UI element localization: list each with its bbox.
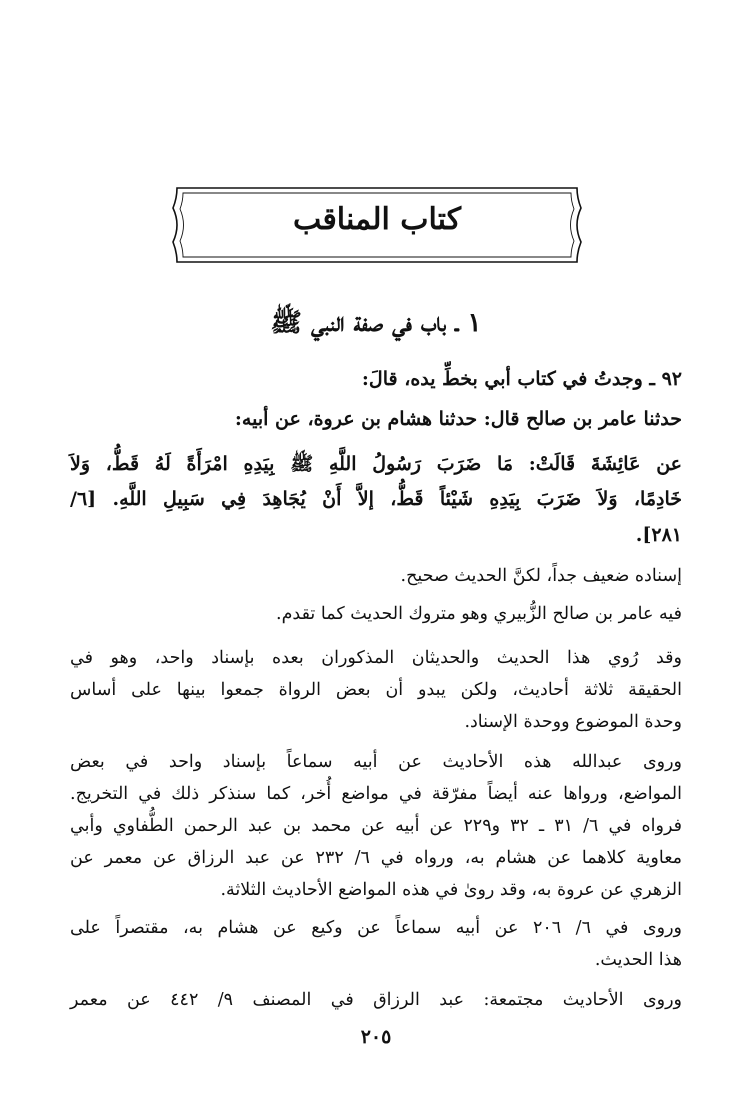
chapter-title: ١ ـ باب في صفة النبي ﷺ	[270, 308, 482, 338]
paragraph-3-line: هذا الحديث.	[594, 950, 682, 970]
book-title-frame	[163, 184, 591, 266]
book-title: كتاب المناقب	[293, 202, 461, 237]
hadith-line-1: ٩٢ ـ وجدتُ في كتاب أبي بخطِّ يده، قالَ:	[361, 368, 682, 390]
paragraph-1-line: وقد رُوي هذا الحديث والحديثان المذكوران بعده بإسناد واحد، وهو في	[70, 648, 682, 668]
narrator-note: فيه عامر بن صالح الزُّبيري وهو متروك الحديث كما تقدم.	[276, 604, 682, 624]
grading-line: إسناده ضعيف جداً، لكنَّ الحديث صحيح.	[400, 566, 682, 586]
paragraph-1-line: الحقيقة ثلاثة أحاديث، ولكن يبدو أن بعض الرواة جمعوا بينها على أساس	[70, 680, 682, 700]
paragraph-4-line: وروى الأحاديث مجتمعة: عبد الرزاق في المصنف ٩/ ٤٤٢ عن معمر	[70, 990, 682, 1010]
paragraph-3-line: وروى في ٦/ ٢٠٦ عن أبيه سماعاً عن وكيع عن هشام به، مقتصراً على	[70, 918, 682, 938]
paragraph-2-line: وروى عبدالله هذه الأحاديث عن أبيه سماعاً بإسناد واحد في بعض	[70, 752, 682, 772]
hadith-line-3: عن عَائِشَةَ قَالَتْ: مَا ضَرَبَ رَسُولُ اللَّهِ ﷺ بِيَدِهِ امْرَأَةً لَهُ قَطُّ، وَلاَ	[70, 453, 682, 475]
paragraph-2-line: فرواه في ٦/ ٣١ ـ ٣٢ و٢٢٩ عن أبيه عن محمد بن عبد الرحمن الطُّفاوي وأبي	[70, 816, 682, 836]
page-number: ٢٠٥	[360, 1026, 392, 1048]
hadith-line-4: خَادِمًا، وَلاَ ضَرَبَ بِيَدِهِ شَيْئاً قَطُّ، إلاَّ أَنْ يُجَاهِدَ فِي سَبِيلِ اللَّهِ. [٦/	[70, 488, 682, 510]
paragraph-2-line: الزهري عن عروة به، وقد روىٰ في هذه المواضع الأحاديث الثلاثة.	[220, 880, 682, 900]
paragraph-2-line: معاوية كلاهما عن هشام به، ورواه في ٦/ ٢٣٢ عن عبد الرزاق عن معمر عن	[70, 848, 683, 868]
paragraph-1-line: وحدة الموضوع ووحدة الإسناد.	[464, 712, 682, 732]
paragraph-2-line: المواضع، ورواها عنه أيضاً مفرّقة في مواضع أُخر، كما سنذكر ذلك في التخريج.	[70, 784, 682, 804]
hadith-line-5: ٢٨١].	[635, 524, 682, 546]
hadith-line-2: حدثنا عامر بن صالح قال: حدثنا هشام بن عروة، عن أبيه:	[234, 408, 682, 430]
